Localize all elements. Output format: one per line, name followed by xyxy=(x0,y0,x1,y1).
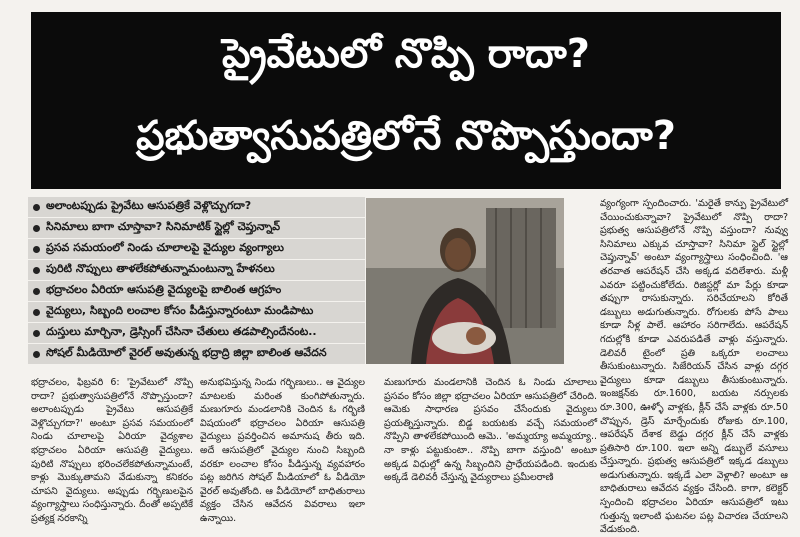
article-column-2: అనుభవిస్తున్న నిండు గర్భిణులు.. ఆ వైద్యుల మాటలకు మరింత కుంగిపోతున్నారు. మణుగూరు మండలానికి చెందిన ఓ గర్భిణి విషయంలో భద్రాచలం ఏరియా ఆసుపత్రి వైద్యులు ప్రవర్తించిన అమానుష తీరు ఇది. అదే ఆసుపత్రిలో వైద్యుల నుంచి సిబ్బంది వరకూ లంచాల కోసం పీడిస్తున్న వ్యవహారం పట్ల జరిగిన సోషల్ మీడియాలో ఓ వీడియో వైరల్ అవుతోంది. ఆ వీడియోలో బాధితురాలు వ్యక్తం చేసిన ఆవేదన వివరాలు ఇలా ఉన్నాయి. xyxy=(200,377,365,524)
headline-line-2: ప్రభుత్వాసుపత్రిలోనే నొప్పొస్తుందా? xyxy=(136,113,676,159)
article-column-1: భద్రాచలం, ఫిబ్రవరి 6: 'ప్రైవేటులో నొప్పి రాదా? ప్రభుత్వాసుపత్రిలోనే నొప్పొస్తుందా? అలాంటప్పుడు ప్రైవేటు ఆసుపత్రికే వెళ్లొచ్చుగదా?' అంటూ ప్రసవ సమయంలో నిండు చూలాలపై ఏరియా వైద్యశాల భద్రాచలం ఏరియా ఆసుపత్రి వైద్యులు. పురిటి నొప్పులు భరించలేకపోతున్నామంటే, కాళ్లు మొక్కుతామని వేడుకున్నా కనికరం చూపని వైద్యులు. అప్పుడు గర్భిణులపైన వ్యంగ్యాస్త్రాలు సంధిస్తున్నారు. దీంతో అప్పటికే ప్రత్యక్ష నరకాన్ని xyxy=(31,377,193,524)
mother-with-newborn-photo xyxy=(366,198,564,364)
bullet-icon xyxy=(33,309,40,316)
highlights-list xyxy=(28,197,365,365)
bullet-icon xyxy=(33,204,40,211)
bullet-icon xyxy=(33,351,40,358)
highlight-item: సినిమాలు బాగా చూస్తావా? సినిమాటిక్ స్టైల్లో చెప్తున్నావ్ xyxy=(28,218,365,238)
bullet-icon xyxy=(33,267,40,274)
article-column-3: మణుగూరు మండలానికి చెందిన ఓ నిండు చూలాలు ప్రసవం కోసం జిల్లా భద్రాచలం ఏరియా ఆసుపత్రిలో చేరింది. ఆమెకు సాధారణ ప్రసవం చేసేందుకు వైద్యులు ప్రయత్నిస్తున్నారు. బిడ్డ బయటకు వచ్చే సమయంలో నొప్పిని తాళలేకపోయింది ఆమె.. 'అమ్మయ్యా అమ్మయ్యా.. నా కాళ్లు పట్టుకుంటా.. నొప్పి బాగా వస్తుంది' అంటూ అక్కడ విధుల్లో ఉన్న సిబ్బందిని ప్రాధేయపడింది. ఇందుకు అక్కడే డెలివరీ చేస్తున్న వైద్యురాలు ప్రమీలరాణి xyxy=(384,377,597,484)
highlight-item: భద్రాచలం ఏరియా ఆసుపత్రి వైద్యులపై బాలింత ఆగ్రహం xyxy=(28,281,365,301)
headline-line-1: ప్రైవేటులో నొప్పి రాదా? xyxy=(222,31,590,77)
highlight-item: అలాంటప్పుడు ప్రైవేటు ఆసుపత్రికే వెళ్లొచ్చుగదా? xyxy=(28,197,365,217)
highlight-item: ప్రసవ సమయంలో నిండు చూలాలపై వైద్యుల వ్యంగ్యాలు xyxy=(28,239,365,259)
photo-illustration xyxy=(366,198,564,364)
highlight-item: పురిటి నొప్పులు తాళలేకపోతున్నామంటున్నా హేళనలు xyxy=(28,260,365,280)
highlight-item: సోషల్ మీడియోలో వైరల్ అవుతున్న భద్రాద్రి జిల్లా బాలింత ఆవేదన xyxy=(28,344,365,364)
article-column-4: వ్యంగ్యంగా స్పందించారు. 'మరైతే కాన్పు ప్రైవేటులో చేయించుకున్నావా? ప్రైవేటులో నొప్పి రాదా? ప్రభుత్వ ఆసుపత్రిలోనే నొప్పి వస్తుందా? నువ్వు సినిమాలు ఎక్కువ చూస్తావా? సినిమా స్టైల్ స్టైల్లో చెప్తున్నావ్' అంటూ వ్యంగ్యాస్త్రాలు సంధించింది. 'ఆ తరవాత ఆపరేషన్ చేసి అక్కడ వదిలేశారు. మళ్లీ ఎవరూ పట్టించుకోలేదు. రిజిస్టర్లో మా పేర్లు కూడా తప్పుగా రాసుకున్నారు. సరిచేయాలని కోరితే డబ్బులు అడుగుతున్నారు. రోగులకు పోసే పాలు కూడా నీళ్ల పాలే. ఆహారం సరిగాలేదు. ఆపరేషన్ గదుల్లోకి కూడా ఎవరుపడితే వాళ్లు వస్తున్నారు. డెలివరీ టైంలో ప్రతి ఒక్కరూ లంచాలు తీసుకుంటున్నారు. సిజేరియన్ చేసిన వాళ్లు దగ్గర వైద్యులు కూడా డబ్బులు తీసుకుంటున్నారు. ఇంజక్షన్‌కు రూ.1600, బయట నర్సులకు రూ.300, ఊళ్ళో వాళ్లకు, క్లీన్ చేసే వాళ్లకు రూ.50 చొప్పున, డ్రెస్ మార్చేందుకు రోజుకు రూ.100, ఆపరేషన్ దేశాక బెడ్డు దగ్గర క్లీన్ చేసే వాళ్లకు ప్రతిసారి రూ.100. ఇలా అన్ని డబ్బులే వసూలు చేస్తున్నారు. ప్రభుత్వ ఆసుపత్రిలో ఇక్కడ డబ్బులు అడుగుతున్నారు. ఇక్కడే ఎలా వెళ్లాలి? అంటూ ఆ బాధితురాలు ఆవేదన వ్యక్తం చేసింది. కాగా, కలెక్టర్ స్పందించి భద్రాచలం ఏరియా ఆసుపత్రిలో ఇటు గుత్తున్న ఇలాంటి ఘటనల పట్ల విచారణ చేయాలని వేడుకుంది. xyxy=(600,198,788,536)
bullet-icon xyxy=(33,330,40,337)
bullet-icon xyxy=(33,225,40,232)
bullet-icon xyxy=(33,288,40,295)
highlight-item: దుస్తులు మార్చినా, డ్రెస్సింగ్ చేసినా చేతులు తడపాల్సిందేనంట.. xyxy=(28,323,365,343)
highlight-item: వైద్యులు, సిబ్బంది లంచాల కోసం పీడిస్తున్నారంటూ మండిపాటు xyxy=(28,302,365,322)
bullet-icon xyxy=(33,246,40,253)
headline-banner xyxy=(31,12,781,189)
